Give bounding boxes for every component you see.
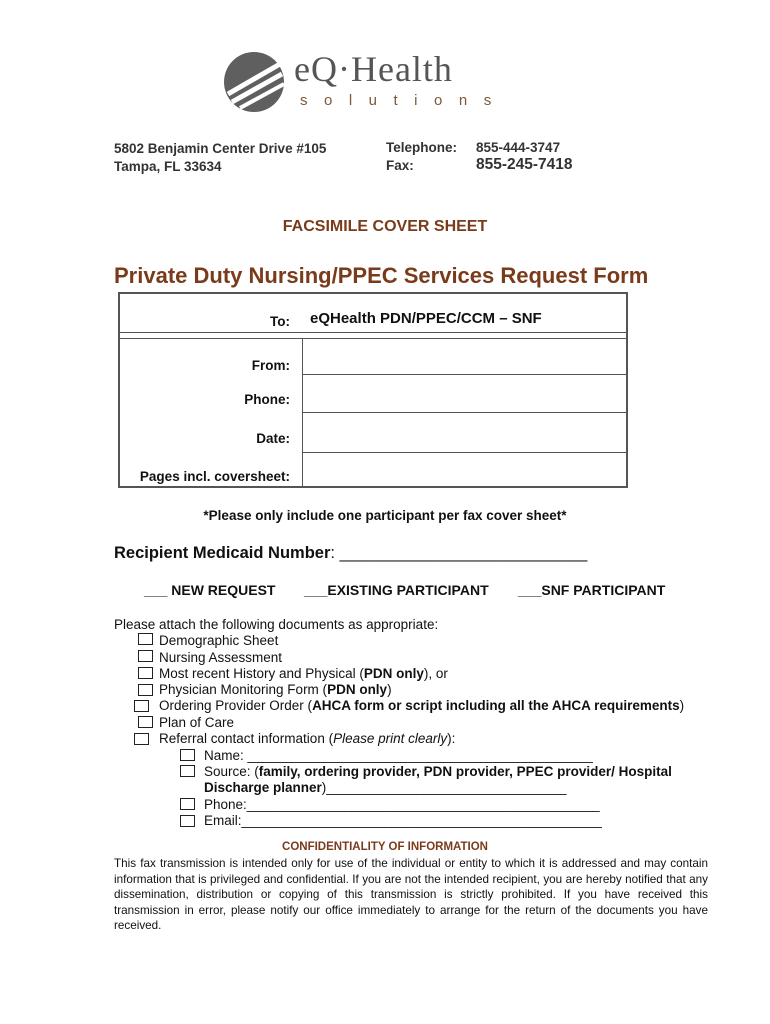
medicaid-colon: : bbox=[330, 544, 335, 562]
physician-label bbox=[159, 682, 392, 698]
date-label: Date: bbox=[256, 431, 290, 446]
source-text-post: )________________________________ bbox=[321, 780, 567, 795]
physician-text-post: ) bbox=[387, 682, 392, 697]
referral-source-checkbox[interactable] bbox=[180, 765, 195, 777]
physician-text-bold: PDN only bbox=[327, 682, 388, 697]
existing-participant-option[interactable]: ___EXISTING PARTICIPANT bbox=[304, 582, 489, 598]
address-line-1: 5802 Benjamin Center Drive #105 bbox=[114, 141, 327, 156]
column-divider bbox=[302, 338, 303, 488]
referral-text-post: ): bbox=[447, 731, 456, 746]
medicaid-number-row bbox=[114, 544, 587, 563]
history-text-post: ), or bbox=[423, 666, 448, 681]
logo-tagline: solutions bbox=[300, 92, 508, 109]
nursing-checkbox[interactable] bbox=[138, 650, 153, 662]
demographic-label: Demographic Sheet bbox=[159, 633, 279, 648]
referral-phone-checkbox[interactable] bbox=[180, 798, 195, 810]
ordering-text-post: ) bbox=[679, 698, 685, 713]
address-block bbox=[114, 140, 326, 176]
referral-label bbox=[159, 731, 455, 747]
ordering-checkbox[interactable] bbox=[134, 700, 149, 712]
attach-intro: Please attach the following documents as appropriate: bbox=[114, 617, 439, 632]
ordering-text-bold: AHCA form or script including all the AHCA requirements bbox=[312, 698, 680, 713]
pages-field[interactable] bbox=[304, 454, 624, 486]
plan-checkbox[interactable] bbox=[138, 716, 153, 728]
fax-cover-title: FACSIMILE COVER SHEET bbox=[282, 218, 488, 235]
phone-label: Phone: bbox=[244, 392, 290, 407]
logo-brand-text: eQ·Health bbox=[294, 49, 453, 89]
referral-checkbox[interactable] bbox=[134, 733, 149, 745]
referral-email-checkbox[interactable] bbox=[180, 815, 195, 827]
source-text-bold-2: Discharge planner bbox=[204, 780, 322, 795]
nursing-label: Nursing Assessment bbox=[159, 650, 283, 665]
form-title: Private Duty Nursing/PPEC Services Request Form bbox=[114, 263, 649, 288]
referral-phone-field[interactable]: Phone:_______________________________________________ bbox=[204, 797, 600, 812]
snf-participant-option[interactable]: ___SNF PARTICIPANT bbox=[518, 582, 666, 598]
fax-value: 855-245-7418 bbox=[476, 156, 573, 173]
pages-label: Pages incl. coversheet: bbox=[139, 469, 290, 484]
history-text-bold: PDN only bbox=[363, 666, 424, 681]
history-label bbox=[159, 666, 448, 682]
source-text-pre: Source: ( bbox=[204, 764, 259, 779]
medicaid-label: Recipient Medicaid Number bbox=[114, 544, 331, 562]
to-label: To: bbox=[270, 314, 290, 329]
date-line bbox=[302, 452, 626, 453]
physician-checkbox[interactable] bbox=[138, 684, 153, 696]
plan-label: Plan of Care bbox=[159, 715, 235, 730]
company-logo bbox=[222, 48, 552, 114]
medicaid-number-field[interactable]: ___________________________ bbox=[339, 544, 588, 562]
from-line bbox=[302, 374, 626, 375]
telephone-value: 855-444-3747 bbox=[476, 140, 561, 155]
demographic-checkbox[interactable] bbox=[138, 633, 153, 645]
phone-field[interactable] bbox=[304, 378, 624, 410]
referral-source-label bbox=[204, 764, 672, 780]
referral-email-field[interactable]: Email:________________________________________________ bbox=[204, 813, 602, 828]
phone-line bbox=[302, 412, 626, 413]
referral-name-checkbox[interactable] bbox=[180, 749, 195, 761]
telephone-label: Telephone: bbox=[386, 140, 458, 155]
new-request-option[interactable]: ___ NEW REQUEST bbox=[144, 582, 276, 598]
to-separator-2 bbox=[120, 338, 626, 339]
participant-note: *Please only include one participant per fax cover sheet* bbox=[203, 508, 567, 523]
confidentiality-body: This fax transmission is intended only for use of the individual or entity to which it is addressed and may contain information that is privileged and confidential. If you are not the intended recipient, you are hereby notified that any dissemination, distribution or copying of this transmission is strictly prohibited. If you have received this transmission in error, please notify our office immediately to arrange for the return of the documents you have received. bbox=[114, 857, 708, 932]
to-value: eQHealth PDN/PPEC/CCM – SNF bbox=[310, 310, 542, 327]
ordering-text-pre: Ordering Provider Order ( bbox=[159, 698, 313, 713]
to-separator bbox=[120, 332, 626, 333]
ordering-label bbox=[159, 698, 684, 714]
referral-text-pre: Referral contact information ( bbox=[159, 731, 334, 746]
physician-text-pre: Physician Monitoring Form ( bbox=[159, 682, 328, 697]
fax-info-table bbox=[118, 292, 628, 488]
logo-mark-icon bbox=[222, 50, 286, 114]
history-text-pre: Most recent History and Physical ( bbox=[159, 666, 364, 681]
history-checkbox[interactable] bbox=[138, 667, 153, 679]
confidentiality-title: CONFIDENTIALITY OF INFORMATION bbox=[282, 841, 488, 853]
referral-name-field[interactable]: Name: ______________________________________________ bbox=[204, 748, 593, 763]
source-text-bold: family, ordering provider, PDN provider, PPEC provider/ Hospital bbox=[258, 764, 672, 779]
referral-source-field[interactable] bbox=[204, 780, 567, 796]
date-field[interactable] bbox=[304, 416, 624, 450]
from-label: From: bbox=[251, 358, 290, 373]
referral-text-italic: Please print clearly bbox=[333, 731, 448, 746]
fax-label: Fax: bbox=[386, 158, 414, 173]
from-field[interactable] bbox=[304, 344, 624, 372]
address-line-2: Tampa, FL 33634 bbox=[114, 159, 222, 174]
